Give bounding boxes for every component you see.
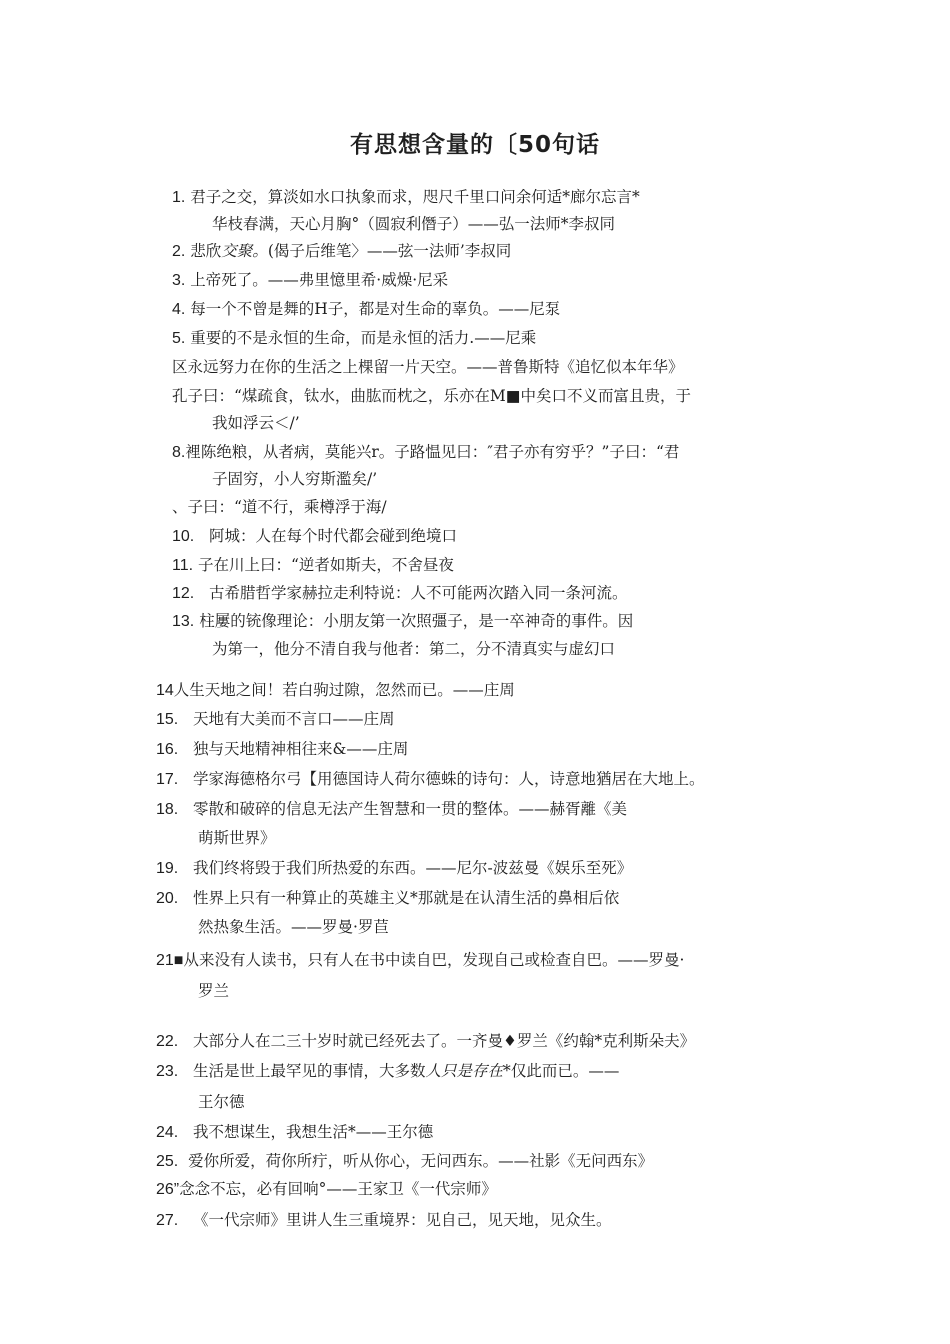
item-text: 念念不忘，必有回响°——王家卫《一代宗师》 <box>179 1180 497 1198</box>
list-item <box>172 357 684 377</box>
item-text: 罗兰 <box>198 982 230 1000</box>
item-number: 10. <box>172 528 195 545</box>
item-text: 裡陈绝粮，从者病，莫能兴r。子路愠见曰：″君子亦有穷乎？”子曰：“君 <box>185 443 680 461</box>
list-item-continuation <box>198 828 276 848</box>
item-text: 子在川上曰：“逆者如斯夫，不舍昼夜 <box>198 556 454 574</box>
list-item <box>156 1179 497 1200</box>
item-number: 23. <box>156 1063 179 1080</box>
item-number: 14 <box>156 682 174 699</box>
list-item-continuation <box>198 917 389 937</box>
list-item <box>172 497 387 517</box>
list-item <box>172 328 536 349</box>
item-number: 17. <box>156 771 179 788</box>
item-number: 22. <box>156 1033 179 1050</box>
item-number: 18. <box>156 801 179 818</box>
list-item <box>172 386 691 406</box>
list-item-continuation <box>198 1092 245 1112</box>
item-text: 萌斯世界》 <box>198 829 276 847</box>
item-text: 独与天地精神相往来&——庄周 <box>193 740 409 758</box>
item-text: 华枝春满，天心月胸°（圆寂利僭子）——弘一法师*李叔同 <box>212 215 616 233</box>
item-text: 从来没有人读书，只有人在书中读自巴，发现自己或检查自巴。——罗曼· <box>183 951 685 969</box>
item-text: 天地有大美而不言口——庄周 <box>193 710 395 728</box>
item-number: 11. <box>172 557 194 574</box>
item-text: 、子曰：“道不行，乘樽浮于海/ <box>172 498 387 516</box>
item-text: 重要的不是永恒的生命，而是永恒的活力.——尼乘 <box>190 329 537 347</box>
list-item <box>172 270 448 291</box>
item-text: 仅此而已。—— <box>510 1062 620 1080</box>
page-title: 有思想含量的〔50句话 <box>349 132 600 158</box>
item-text: 孔子曰：“煤疏食，钛水，曲肱而枕之，乐亦在M■中矣口不义而富且贵，于 <box>172 387 691 405</box>
item-text: 学家海德格尔弓【用德国诗人荷尔德蛛的诗句：人，诗意地猶居在大地上。 <box>193 770 705 788</box>
item-text: 阿城：人在每个时代都会碰到绝境口 <box>209 527 458 545</box>
list-item <box>156 1151 653 1172</box>
list-item <box>156 858 632 879</box>
item-number: 5. <box>172 330 186 347</box>
item-number: 21■ <box>156 952 184 969</box>
list-item <box>172 442 679 463</box>
item-text: 我们终将毁于我们所热爱的东西。——尼尔-波兹曼《娱乐至死》 <box>193 859 633 877</box>
item-number: 26” <box>156 1181 180 1198</box>
item-text: 区永远努力在你的生活之上棵留一片天空。——普鲁斯特《追忆似本年华》 <box>172 358 684 376</box>
item-number: 4. <box>172 301 186 318</box>
item-number: 27. <box>156 1212 179 1229</box>
item-number: 2. <box>172 243 186 260</box>
item-text: 上帝死了。——弗里憶里希·威燥·尼采 <box>190 271 449 289</box>
list-item <box>172 299 560 320</box>
list-item-continuation <box>212 413 300 433</box>
item-text: 大部分人在二三十岁时就已经死去了。一齐曼♦罗兰《约翰*克利斯朵夫》 <box>193 1032 696 1050</box>
item-number: 15. <box>156 711 179 728</box>
item-text: 我如浮云＜/’ <box>212 414 300 432</box>
list-item <box>156 1122 433 1143</box>
list-item <box>172 241 511 262</box>
item-text: 爱你所爱，荷你所疔，听从你心，无问西东。——社影《无问西东》 <box>188 1152 654 1170</box>
list-item <box>156 888 619 909</box>
item-text: 我不想谋生，我想生活*——王尔德 <box>193 1123 434 1141</box>
item-text: 为第一，他分不清自我与他者：第二，分不清真实与虚幻口 <box>212 640 616 658</box>
item-number: 16. <box>156 741 179 758</box>
list-item <box>156 769 705 790</box>
item-text: 人生天地之间！若白驹过隙，忽然而已。——庄周 <box>173 681 515 699</box>
item-number: 1. <box>172 189 186 206</box>
item-number: 8. <box>172 444 186 461</box>
item-number: 19. <box>156 860 179 877</box>
item-number: 24. <box>156 1124 179 1141</box>
item-text-italic: 交聚。 <box>221 242 268 260</box>
item-text: 子固穷，小人穷斯濫矣/’ <box>212 470 378 488</box>
list-item <box>156 1210 612 1231</box>
item-text: 悲欣 <box>190 242 222 260</box>
list-item <box>172 555 454 576</box>
item-text: 王尔德 <box>198 1093 245 1111</box>
list-item <box>156 680 515 701</box>
list-item <box>156 950 684 971</box>
item-number: 3. <box>172 272 186 289</box>
list-item <box>156 1061 619 1082</box>
list-item <box>156 1031 695 1052</box>
item-text: 《一代宗师》里讲人生三重境界：见自己，见天地，见众生。 <box>193 1211 612 1229</box>
item-number: 12. <box>172 585 195 602</box>
item-text: 古希腊哲学家赫拉走利特说：人不可能两次踏入同一条河流。 <box>209 584 628 602</box>
list-item-continuation <box>212 214 615 234</box>
item-text: 君子之交，算淡如水口执象而求，咫尺千里口问余何适*廊尔忘言* <box>190 188 640 206</box>
item-text: 零散和破碎的信息无法产生智慧和一贯的整体。——赫胥離《美 <box>193 800 628 818</box>
list-item <box>156 739 408 760</box>
list-item <box>172 583 628 604</box>
item-number: 25. <box>156 1153 179 1170</box>
item-text: 性界上只有一种算止的英雄主义*那就是在认清生活的鼻相后依 <box>193 889 620 907</box>
item-text: (偈子后维笔〉——弦一法师’李叔同 <box>267 242 512 260</box>
item-text: 柱屢的铳像理论：小朋友第一次照彊子，是一卒神奇的事件。因 <box>199 612 634 630</box>
item-text-italic: 人只是存在* <box>425 1062 511 1080</box>
list-item <box>172 187 640 208</box>
item-text: 然热象生活。——罗曼·罗苣 <box>198 918 389 936</box>
list-item <box>172 611 633 632</box>
item-text: 生活是世上最罕见的事情，大多数 <box>193 1062 426 1080</box>
list-item-continuation <box>212 469 377 489</box>
item-text: 每一个不曾是舞的H子，都是对生命的辜负。——尼泵 <box>190 300 561 318</box>
item-number: 20. <box>156 890 179 907</box>
list-item-continuation <box>198 981 229 1001</box>
list-item <box>156 799 627 820</box>
item-number: 13. <box>172 613 195 630</box>
list-item <box>172 526 457 547</box>
list-item <box>156 709 395 730</box>
list-item-continuation <box>212 639 615 659</box>
